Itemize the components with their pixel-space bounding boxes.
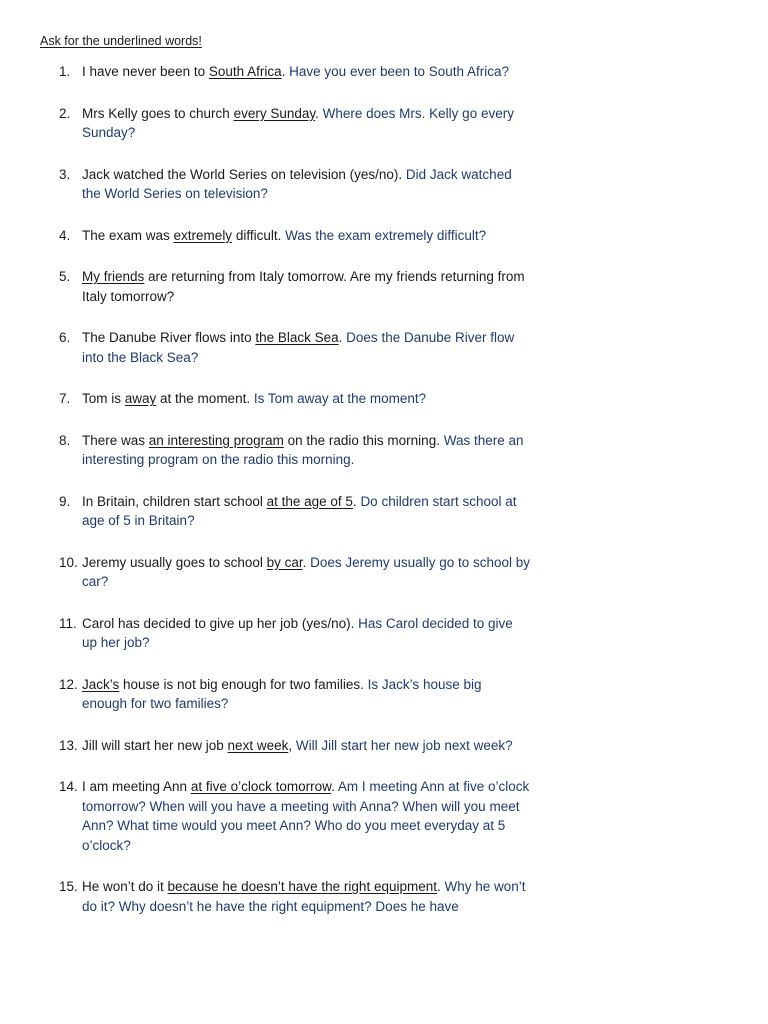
list-item [0,62,530,82]
item-number: 4. [59,227,71,243]
list-item [0,614,530,653]
question-list [0,62,768,938]
item-number: 2. [59,105,71,121]
item-number: 12. [59,676,78,692]
sentence-text: He won’t do it [82,879,168,894]
underlined-phrase: next week [227,737,289,753]
answer-question: Does the Danube River flow into the Black Sea? [82,330,515,365]
underlined-phrase: Jack’s [82,676,120,692]
list-item [0,553,530,592]
item-number: 8. [59,432,71,448]
sentence-text: . [281,64,290,79]
item-number: 14. [59,779,78,794]
sentence-text: at the moment. [156,391,254,406]
underlined-phrase: away [124,391,157,406]
sentence-text: Tom is [82,391,125,406]
sentence-text: Jeremy usually goes to school [82,554,267,570]
sentence-text: . [338,330,347,345]
sentence-text: The exam was [82,227,174,243]
list-item [0,675,530,714]
answer-question: Did Jack watched the World Series on television? [82,166,512,201]
answer-question: Is Tom away at the moment? [253,391,427,406]
sentence-text: Jack watched the World Series on television (yes/no). [82,166,406,182]
underlined-phrase: the Black Sea [255,330,339,345]
instruction-heading: Ask for the underlined words! [40,34,202,48]
sentence-text: The Danube River flows into [82,330,256,345]
answer-question: Is Jack’s house big enough for two families? [82,676,482,711]
answer-question: Where does Mrs. Kelly go every Sunday? [82,105,514,140]
sentence-text: Carol has decided to give up her job (yes/no). [82,615,359,631]
list-item [0,226,530,246]
underlined-phrase: every Sunday [233,105,316,121]
underlined-phrase: South Africa [208,64,282,79]
answer-question: Why he won’t do it? Why doesn’t he have the right equipment? Does he have [82,879,526,914]
list-item [0,389,530,409]
underlined-phrase: My friends [82,269,145,284]
item-number: 11. [59,615,77,631]
item-number: 3. [59,166,71,182]
item-number: 10. [59,554,78,570]
sentence-text: are returning from Italy tomorrow. Are my friends returning from Italy tomorrow? [82,269,525,304]
item-number: 15. [59,879,78,894]
underlined-phrase: by car [266,554,303,570]
sentence-text: . [331,779,338,794]
answer-question: Was the exam extremely difficult? [285,227,487,243]
answer-question: Do children start school at age of 5 in Britain? [82,493,517,528]
list-item [0,267,530,306]
list-item [0,492,530,531]
sentence-text: Jill will start her new job [82,737,228,753]
answer-question: Was there an interesting program on the radio this morning. [82,432,524,467]
underlined-phrase: at five o’clock tomorrow [190,779,332,794]
item-number: 7. [59,391,71,406]
answer-question: Will Jill start her new job next week? [295,737,513,753]
item-number: 9. [59,493,71,509]
underlined-phrase: extremely [173,227,233,243]
sentence-text: . [315,105,323,121]
item-number: 1. [59,64,71,79]
sentence-text: house is not big enough for two families. [119,676,368,692]
list-item [0,431,530,470]
answer-question: Has Carol decided to give up her job? [82,615,513,650]
underlined-phrase: at the age of 5 [266,493,353,509]
sentence-text: , [288,737,296,753]
sentence-text: In Britain, children start school [82,493,267,509]
underlined-phrase: an interesting program [148,432,284,448]
list-item [0,104,530,143]
item-number: 5. [59,269,71,284]
sentence-text: difficult. [232,227,286,243]
underlined-phrase: because he doesn’t have the right equipment [167,879,437,894]
item-number: 6. [59,330,71,345]
sentence-text: I have never been to [82,64,209,79]
item-number: 13. [59,737,78,753]
answer-question: Have you ever been to South Africa? [289,64,510,79]
sentence-text: . [352,493,361,509]
list-item [0,736,530,756]
answer-question: Am I meeting Ann at five o’clock tomorrow? When will you have a meeting with Anna? When will you meet Ann? What time would you meet Ann? Who do you meet everyday at 5 o’clock? [82,779,530,853]
list-item [0,777,530,855]
list-item [0,328,530,367]
sentence-text: Mrs Kelly goes to church [82,105,234,121]
answer-question: Does Jeremy usually go to school by car? [82,554,530,589]
sentence-text: . [437,879,445,894]
sentence-text: on the radio this morning. [283,432,444,448]
list-item [0,165,530,204]
sentence-text: There was [82,432,149,448]
sentence-text: I am meeting Ann [82,779,191,794]
list-item [0,877,530,916]
sentence-text: . [302,554,311,570]
